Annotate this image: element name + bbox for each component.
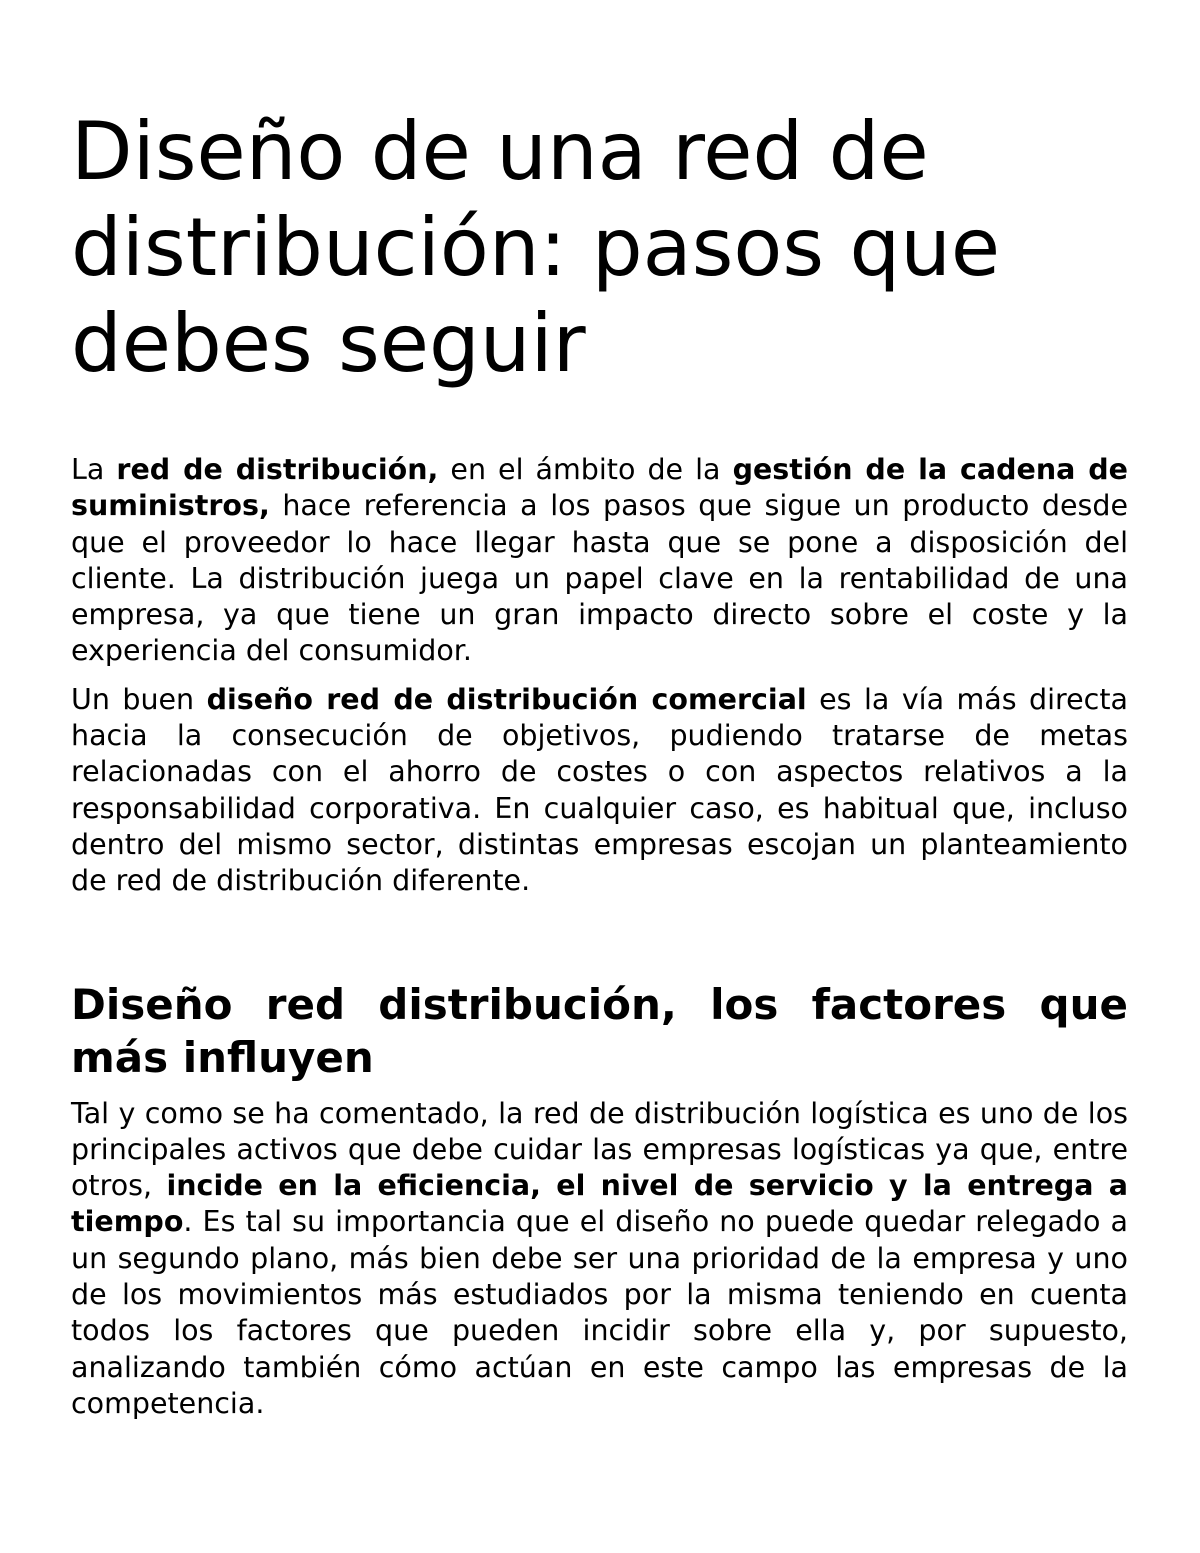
intro-paragraph-2-text-1: Un buen (71, 682, 207, 716)
intro-paragraph-1-bold-1: red de distribución, (116, 453, 439, 486)
intro-paragraph-1-text-1: La (71, 453, 117, 486)
intro-paragraph-1 (71, 452, 1128, 670)
section-heading: Diseño red distribución, los factores que más influyen (71, 979, 1128, 1082)
document-title: Diseño de una red de distribución: pasos que debes seguir (71, 105, 1001, 390)
section-paragraph-text-1: Tal y como se ha comentado, la red de distribución logística es uno de los principales activos que debe cuidar las empresas logísticas ya que, entre otros, (71, 1096, 1128, 1203)
section-paragraph-text-2: . Es tal su importancia que el diseño no puede quedar relegado a un segundo plano, más bien debe ser una prioridad de la empresa y uno de los movimientos más estudiados por la misma teniendo en cuenta todos los factores que pueden incidir sobre ella y, por supuesto, analizando también cómo actúan en este campo las empresas de la competencia. (71, 1205, 1128, 1420)
intro-paragraph-2-bold-1: diseño red de distribución comercial (206, 682, 807, 716)
intro-paragraph-1-text-3: hace referencia a los pasos que sigue un producto desde que el proveedor lo hace llegar hasta que se pone a disposición del cliente. La distribución juega un papel clave en la rentabilidad de una empresa, ya que tiene un gran impacto directo sobre el coste y la experiencia del consumidor. (71, 489, 1128, 668)
section-paragraph-bold-1: incide en la eficiencia, el nivel de servicio y la entrega a tiempo (71, 1169, 1128, 1239)
intro-paragraph-2-text-2: es la vía más directa hacia la consecución de objetivos, pudiendo tratarse de metas relacionadas con el ahorro de costes o con aspectos relativos a la responsabilidad corporativa. En cualquier caso, es habitual que, incluso dentro del mismo sector, distintas empresas escojan un planteamiento de red de distribución diferente. (71, 682, 1128, 898)
intro-paragraph-1-text-2: en el ámbito de la (438, 453, 733, 486)
document-page (71, 104, 1128, 1422)
section-paragraph (71, 1096, 1128, 1423)
intro-paragraph-2 (71, 682, 1128, 900)
intro-paragraph-1-bold-2: gestión de la cadena de suministros, (71, 453, 1128, 523)
